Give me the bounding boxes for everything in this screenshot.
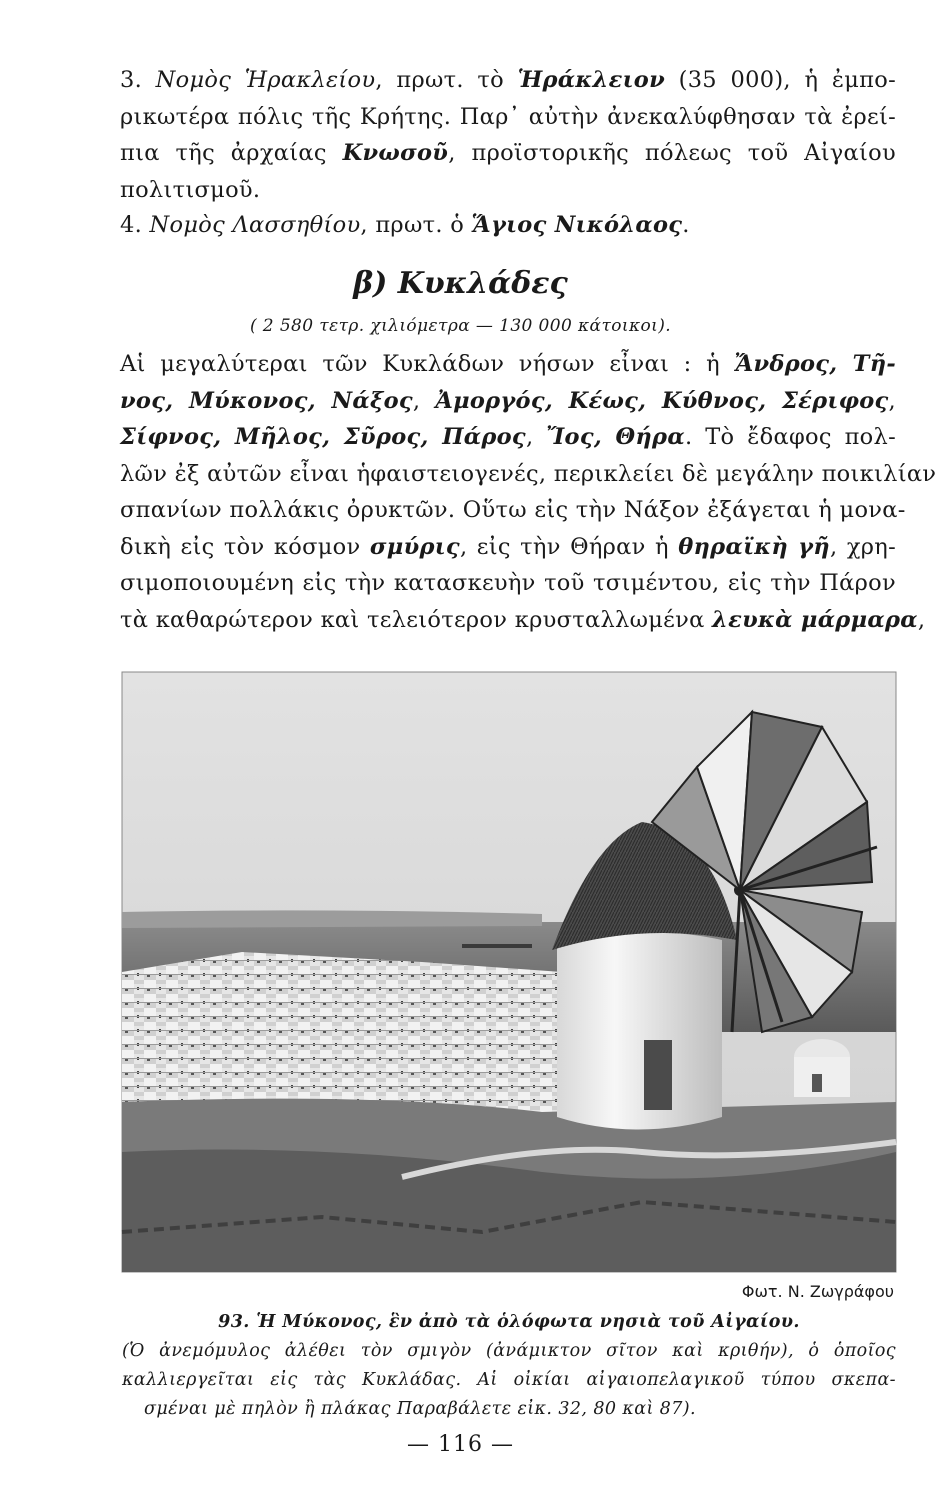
emphasized-term: Ἄνδρος, Τῆ- (734, 351, 896, 377)
text-run: , (888, 387, 896, 414)
windmill-tower (557, 932, 722, 1129)
paragraph-heraklion (120, 62, 896, 208)
text-run: , (525, 424, 547, 450)
caption-line (122, 1308, 896, 1337)
windmill-door (644, 1040, 672, 1110)
text-line (120, 172, 896, 209)
text-run: λῶν ἐξ αὐτῶν εἶναι ἡφαιστειογενές, περικλείει δὲ μεγάλην ποικιλίαν (120, 460, 936, 487)
page-number: — 116 — (407, 1432, 514, 1457)
text-line (120, 383, 896, 420)
text-line (120, 492, 906, 529)
emphasized-term: θηραϊκὴ γῆ (678, 533, 830, 560)
text-line (120, 346, 896, 383)
text-run: ρικωτέρα πόλις τῆς Κρήτης. Παρ᾿ αὐτὴν ἀνεκαλύφθησαν τὰ ἐρεί- (120, 103, 896, 130)
emphasized-term: λευκὰ μάρμαρα (712, 606, 918, 633)
text-run: 4. (120, 212, 150, 238)
text-line (120, 99, 896, 136)
paragraph-cyclades (120, 346, 936, 638)
emphasized-term: Σίφνος, Μῆλος, Σῦρος, Πάρος (120, 424, 526, 450)
text-run: , πρωτ. ὁ (360, 212, 472, 238)
text-run: σιμοποιουμένη εἰς τὴν κατασκευὴν τοῦ τσιμέντου, εἰς τὴν Πάρον (120, 570, 896, 596)
text-run: δικὴ εἰς τὸν κόσμον (120, 533, 370, 560)
text-run: , χρη- (829, 533, 896, 560)
emphasized-term: 93. Ἡ Μύκονος, ἓν ἀπὸ τὰ ὁλόφωτα νησιὰ τοῦ Αἰγαίου. (218, 1312, 800, 1332)
text-run: πια τῆς ἀρχαίας (120, 140, 343, 166)
text-run: , (412, 387, 436, 414)
text-run: (Ὁ ἀνεμόμυλος ἀλέθει τὸν σμιγὸν (ἀνάμικτον σῖτον καὶ κριθήν), ὁ ὁποῖος (122, 1341, 896, 1361)
text-run: , εἰς τὴν Θήραν ἡ (459, 533, 679, 560)
windmill-photograph (122, 672, 896, 1272)
emphasized-term: Ἅγιος Νικόλαος (471, 212, 683, 238)
text-run: . Τὸ ἔδαφος πολ- (684, 424, 896, 450)
photo-credit: Φωτ. Ν. Ζωγράφου (741, 1282, 894, 1301)
text-run: Νομὸς Ἡρακλείου (155, 67, 376, 93)
figure-caption (122, 1308, 896, 1424)
text-run: Αἱ μεγαλύτεραι τῶν Κυκλάδων νήσων εἶναι : ἡ (120, 351, 735, 377)
text-run: καλλιεργεῖται εἰς τὰς Κυκλάδας. Αἱ οἰκίαι αἰγαιοπελαγικοῦ τύπου σκεπα- (122, 1370, 896, 1390)
emphasized-term: νος, Μύκονος, Νάξος (120, 387, 413, 414)
text-run: . (682, 212, 690, 238)
text-run: 3. (120, 67, 156, 93)
emphasized-term: σμύρις (369, 533, 460, 560)
text-run: σμέναι μὲ πηλὸν ἢ πλάκας Παραβάλετε εἰκ. 32, 80 καὶ 87). (144, 1399, 696, 1419)
text-line (120, 62, 896, 99)
text-run: , προϊστορικῆς πόλεως τοῦ Αἰγαίου (448, 140, 896, 166)
emphasized-term: Κνωσοῦ (342, 140, 449, 166)
text-line (120, 419, 896, 456)
text-line (120, 456, 936, 493)
text-run: πολιτισμοῦ. (120, 176, 261, 203)
text-line (120, 565, 896, 602)
text-line (120, 135, 896, 172)
text-line (120, 207, 896, 244)
caption-line (122, 1337, 896, 1366)
text-run: , πρωτ. τὸ (375, 67, 518, 93)
emphasized-term: Ἀμοργός, Κέως, Κύθνος, Σέριφος (435, 387, 889, 414)
text-line (120, 602, 926, 639)
text-run: Νομὸς Λασσηθίου (149, 212, 361, 238)
section-title: β) Κυκλάδες (353, 266, 568, 301)
section-subtitle: ( 2 580 τετρ. χιλιόμετρα — 130 000 κάτοικοι). (249, 316, 672, 336)
text-run: (35 000), ἡ ἐμπο- (665, 67, 896, 93)
emphasized-term: Ἡράκλειον (517, 67, 666, 93)
caption-line (122, 1366, 896, 1395)
paragraph-lasithi (120, 207, 896, 244)
text-run: σπανίων πολλάκις ὀρυκτῶν. Οὕτω εἰς τὴν Νάξον ἐξάγεται ἡ μονα- (120, 497, 906, 523)
caption-line (122, 1395, 896, 1424)
text-run: , (917, 606, 926, 633)
text-run: τὰ καθαρώτερον καὶ τελειότερον κρυσταλλωμένα (120, 606, 713, 633)
emphasized-term: Ἴος, Θήρα (546, 424, 685, 450)
text-line (120, 529, 896, 566)
